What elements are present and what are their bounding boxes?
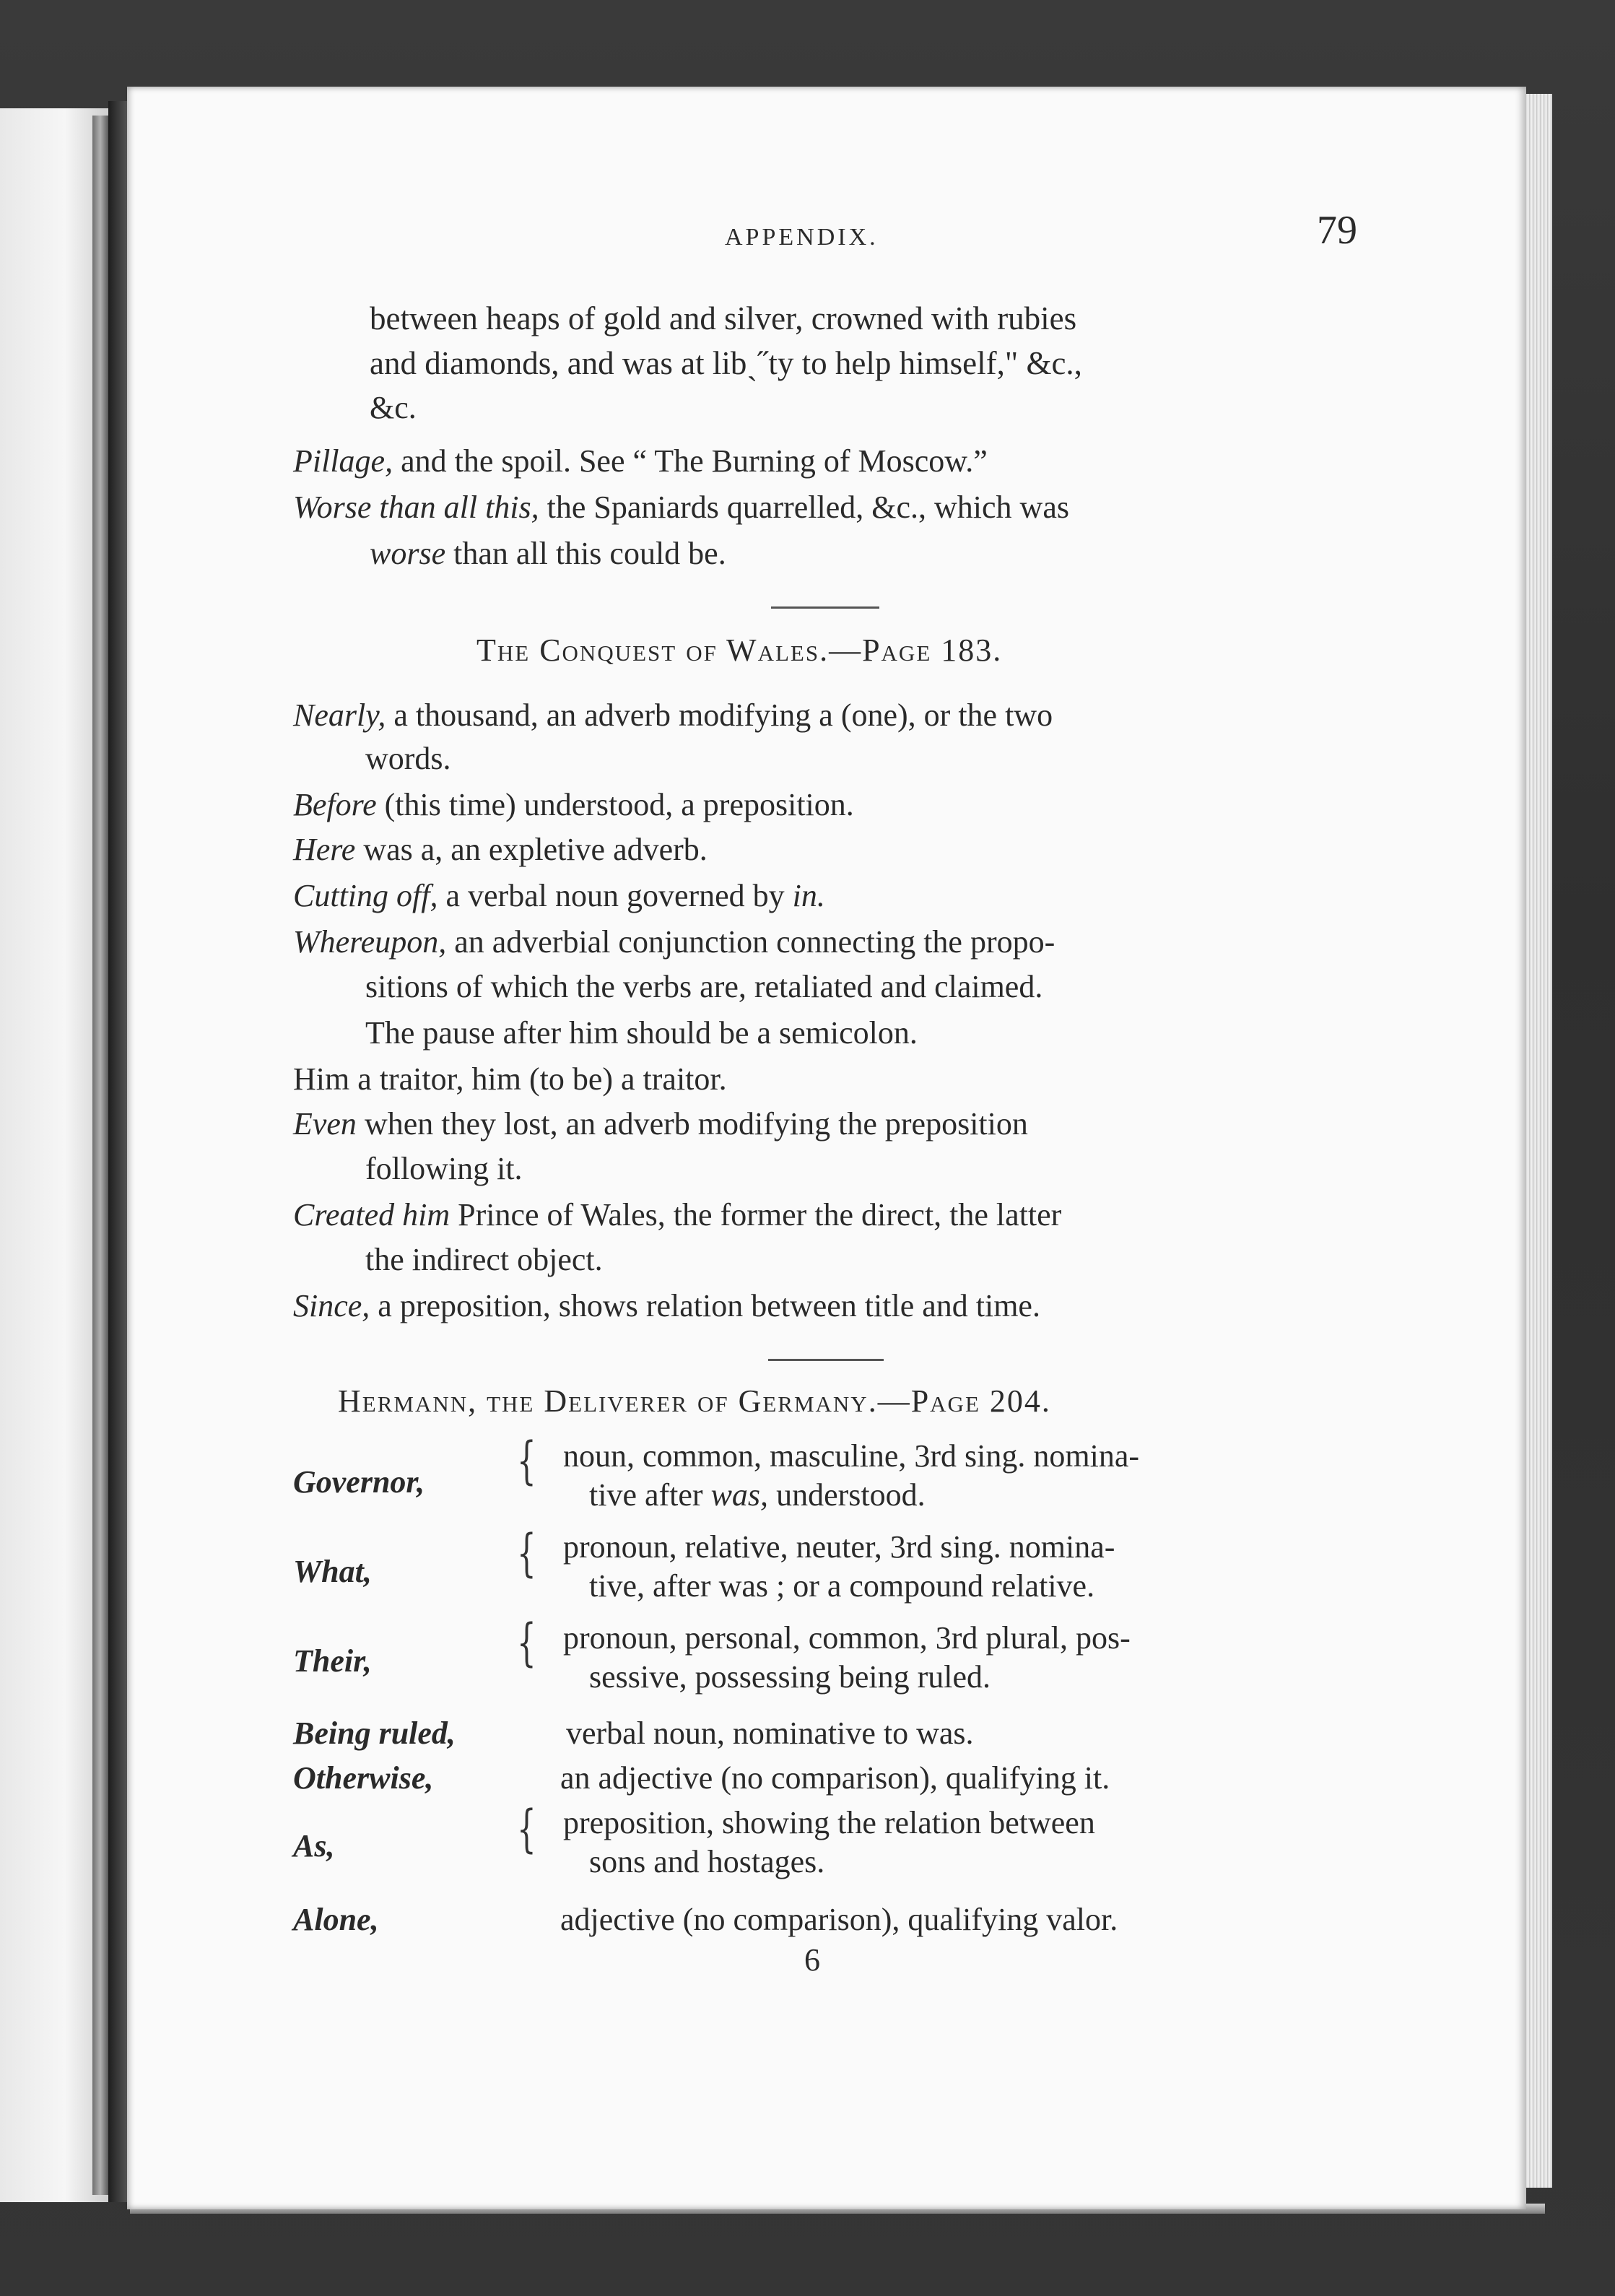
parse-definition-cont xyxy=(589,1473,926,1518)
definition-text: tive after xyxy=(589,1477,711,1513)
parse-definition: noun, common, masculine, 3rd sing. nomina- xyxy=(563,1438,1139,1474)
entry-text: the Spaniards quarrelled, &c., which was xyxy=(539,490,1069,525)
entry-continuation: sitions of which the verbs are, retaliated and claimed. xyxy=(365,969,1043,1004)
brace-mark: { xyxy=(517,1431,536,1490)
running-header: APPENDIX. xyxy=(725,224,879,251)
section-divider xyxy=(771,606,879,609)
parse-definition-cont: sessive, possessing being ruled. xyxy=(589,1659,991,1695)
parse-term: Being ruled, xyxy=(293,1716,456,1751)
entry-text: a preposition, shows relation between title and time. xyxy=(370,1288,1040,1323)
brace-mark: { xyxy=(517,1799,536,1858)
entry-continuation: The pause after him should be a semicolon. xyxy=(365,1015,918,1051)
entry-text: than all this could be. xyxy=(445,536,726,571)
entry-him-a-traitor: Him a traitor, him (to be) a traitor. xyxy=(293,1061,727,1097)
brace-mark: { xyxy=(517,1523,536,1583)
body-line: &c. xyxy=(370,390,417,425)
entry-text: Prince of Wales, the former the direct, the latter xyxy=(450,1197,1062,1232)
book-page xyxy=(127,87,1526,2209)
parse-definition-cont: sons and hostages. xyxy=(589,1844,825,1879)
page-stack-edge xyxy=(1526,94,1552,2188)
entry-term: Here xyxy=(293,832,356,867)
entry-continuation: the indirect object. xyxy=(365,1242,603,1277)
brace-mark: { xyxy=(517,1613,536,1672)
entry-text: a thousand, an adverb modifying a (one), or the two xyxy=(386,697,1053,733)
definition-text: understood. xyxy=(768,1477,926,1513)
parse-definition: preposition, showing the relation between xyxy=(563,1805,1095,1840)
entry-text: a verbal noun governed by xyxy=(438,878,793,913)
entry-nearly xyxy=(293,693,1053,738)
parse-term: Alone, xyxy=(293,1902,379,1937)
entry-even xyxy=(293,1102,1028,1147)
parse-term: Governor, xyxy=(293,1464,425,1500)
entry-continuation: following it. xyxy=(365,1151,523,1186)
entry-term: Before xyxy=(293,787,377,822)
definition-italic: was, xyxy=(710,1477,769,1513)
entry-term: Even xyxy=(293,1106,357,1142)
parse-definition: adjective (no comparison), qualifying valor. xyxy=(560,1902,1118,1937)
parse-definition: an adjective (no comparison), qualifying it. xyxy=(560,1760,1110,1796)
parse-definition: verbal noun, nominative to was. xyxy=(566,1716,974,1751)
left-page-edge xyxy=(92,116,108,2195)
entry-term: Nearly, xyxy=(293,697,386,733)
entry-text: and the spoil. See “ The Burning of Moscow.” xyxy=(393,443,988,479)
entry-term: Pillage, xyxy=(293,443,393,479)
page-number: 79 xyxy=(1317,208,1357,253)
entry-text: an adverbial conjunction connecting the propo- xyxy=(446,924,1055,960)
entry-text: (this time) understood, a preposition. xyxy=(376,787,854,822)
entry-text-italic: in. xyxy=(792,878,825,913)
entry-created-him xyxy=(293,1193,1061,1238)
entry-worse xyxy=(293,485,1069,530)
body-line: and diamonds, and was at libˏ˝ty to help himself," &c., xyxy=(370,345,1082,381)
parse-term: Otherwise, xyxy=(293,1760,434,1796)
entry-whereupon xyxy=(293,920,1055,965)
parse-term: What, xyxy=(293,1554,372,1589)
parse-definition-cont: tive, after was ; or a compound relative. xyxy=(589,1568,1095,1604)
parse-term: Their, xyxy=(293,1643,372,1679)
entry-continuation: words. xyxy=(365,741,451,776)
entry-worse-continued xyxy=(370,531,726,576)
section-heading-hermann: Hermann, the Deliverer of Germany.—Page 204. xyxy=(338,1383,1051,1419)
entry-before xyxy=(293,783,854,827)
entry-term: Whereupon, xyxy=(293,924,447,960)
entry-term: Worse than all this, xyxy=(293,490,539,525)
entry-term: Since, xyxy=(293,1288,370,1323)
entry-here xyxy=(293,827,708,872)
entry-pillage xyxy=(293,439,988,484)
body-line: between heaps of gold and silver, crowned with rubies xyxy=(370,300,1077,336)
section-divider xyxy=(768,1359,884,1361)
parse-definition: pronoun, relative, neuter, 3rd sing. nomina- xyxy=(563,1529,1115,1565)
entry-term: Created him xyxy=(293,1197,450,1232)
entry-term: worse xyxy=(370,536,446,571)
section-heading-wales: The Conquest of Wales.—Page 183. xyxy=(476,632,1003,668)
entry-cutting-off xyxy=(293,874,825,918)
parse-term: As, xyxy=(293,1828,335,1864)
entry-since xyxy=(293,1284,1040,1329)
entry-text: when they lost, an adverb modifying the preposition xyxy=(356,1106,1028,1142)
entry-term: Cutting off, xyxy=(293,878,438,913)
signature-mark: 6 xyxy=(804,1942,820,1978)
parse-definition: pronoun, personal, common, 3rd plural, pos- xyxy=(563,1620,1131,1656)
entry-text: was a, an expletive adverb. xyxy=(355,832,708,867)
